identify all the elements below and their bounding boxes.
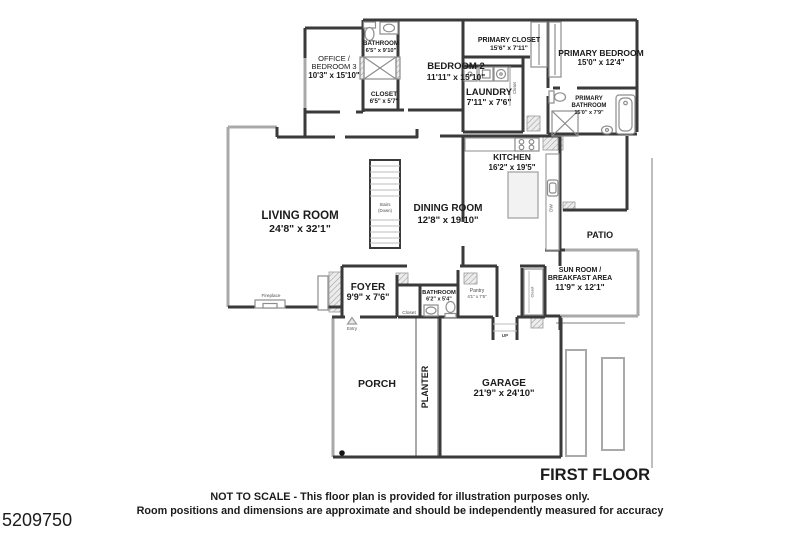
stove-icon — [515, 138, 539, 151]
closet-top-dims: 6'5" x 5'7" — [369, 99, 399, 105]
survey-dot — [339, 450, 345, 456]
toilet-icon — [364, 22, 376, 41]
planter-label: PLANTER — [420, 365, 430, 409]
patio-label: PATIO — [586, 230, 614, 240]
dishwasher-label: DW — [548, 204, 554, 212]
dryer-icon — [494, 67, 508, 81]
stairs-label: Stairs — [379, 202, 391, 207]
primary-bedroom-dims: 15'0" x 12'4" — [577, 58, 625, 67]
living-room-dims: 24'8" x 32'1" — [269, 223, 331, 235]
primary-closet-dims: 15'6" x 7'11" — [490, 45, 528, 52]
closet-top-label: CLOSET — [370, 91, 398, 98]
office-dims: 10'3" x 15'10" — [308, 71, 360, 80]
stairs-label: (Down) — [378, 208, 392, 213]
sink-icon — [602, 126, 613, 134]
primary-bathroom-label: PRIMARY — [575, 96, 603, 102]
floor-title: FIRST FLOOR — [540, 466, 650, 484]
primary-bathroom-label: BATHROOM — [571, 103, 607, 109]
vanity-sink-icon — [424, 305, 438, 316]
disclaimer-line2: Room positions and dimensions are approximate and should be independently measured for accuracy — [136, 505, 664, 517]
door-hatch — [543, 137, 558, 150]
sink-icon — [380, 22, 398, 34]
entry-label: Entry — [346, 326, 358, 331]
bathroom-small-dims: 6'2" x 5'4" — [426, 296, 452, 303]
dining-room-dims: 12'8" x 19'10" — [417, 215, 479, 226]
laundry-label: LAUNDRY — [465, 87, 513, 98]
bathtub-icon — [616, 95, 635, 134]
kitchen-label: KITCHEN — [493, 152, 531, 162]
wardrobe-icon — [531, 22, 547, 67]
porch-label: PORCH — [358, 378, 396, 390]
garage-dims: 21'9" x 24'10" — [473, 388, 535, 399]
office-label: OFFICE / — [318, 54, 350, 63]
pantry-label: Pantry — [469, 288, 485, 294]
sunroom-label: BREAKFAST AREA — [547, 275, 613, 282]
planter-bed — [566, 350, 586, 456]
living-room-label: LIVING ROOM — [261, 210, 339, 222]
up-label: UP — [501, 333, 509, 338]
foyer-label: FOYER — [350, 282, 386, 293]
bedroom2-label: BEDROOM 2 — [427, 61, 485, 72]
garage-label: GARAGE — [482, 378, 526, 389]
kitchen-dims: 16'2" x 19'5" — [488, 163, 536, 172]
office-label: BEDROOM 3 — [311, 62, 357, 71]
primary-bathroom-dims: 15'0" x 7'9" — [574, 110, 604, 116]
planter-bed — [602, 358, 624, 450]
kitchen-counter — [465, 138, 515, 151]
bathroom-top-dims: 6'5" x 9'10" — [365, 48, 397, 54]
primary-bedroom-label: PRIMARY BEDROOM — [558, 48, 644, 58]
kitchen-counter — [546, 154, 559, 250]
sunroom-label: SUN ROOM / — [558, 267, 602, 274]
foyer-dims: 9'9" x 7'6" — [346, 292, 390, 302]
kitchen-island — [508, 172, 538, 218]
bathroom-small-label: BATHROOM — [422, 290, 456, 296]
disclaimer-line1: NOT TO SCALE - This floor plan is provided for illustration purposes only. — [210, 491, 590, 503]
kitchen-sink-icon — [548, 180, 559, 196]
pantry-dims: 4'1" x 7'6" — [467, 294, 487, 299]
sunroom-closet-label: Closet — [529, 286, 535, 298]
dining-room-label: DINING ROOM — [413, 203, 483, 214]
sunroom-dims: 11'9" x 12'1" — [555, 282, 605, 292]
bedroom2-dims: 11'11" x 15'10" — [426, 72, 486, 82]
fireplace-icon — [255, 300, 285, 308]
door-hatch — [527, 116, 540, 131]
foyer-closet-label: Closet — [402, 311, 416, 316]
laundry-dims: 7'11" x 7'6" — [466, 97, 512, 107]
laundry-closet-label: Closet — [512, 82, 517, 94]
listing-id-watermark: 5209750 — [2, 510, 73, 530]
toilet-icon — [445, 302, 456, 318]
bathroom-top-label: BATHROOM — [363, 40, 399, 47]
primary-closet-label: PRIMARY CLOSET — [477, 37, 541, 44]
fireplace-label: Fireplace — [261, 293, 281, 298]
foyer-closet — [318, 276, 328, 310]
door-hatch — [464, 273, 477, 284]
